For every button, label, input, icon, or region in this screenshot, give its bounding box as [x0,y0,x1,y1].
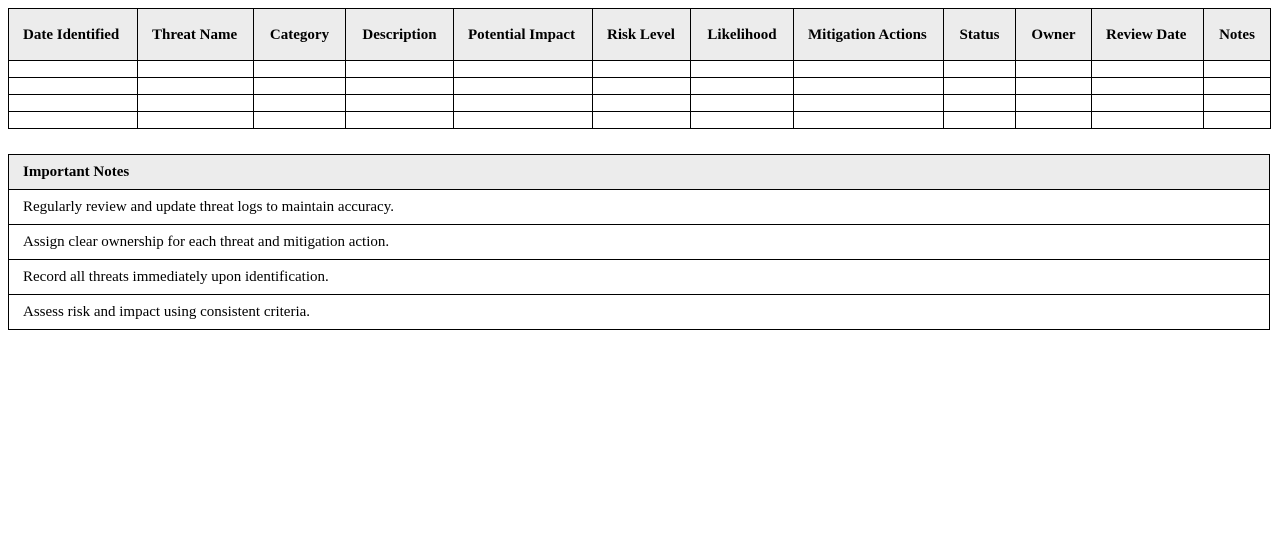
table-cell[interactable] [1204,61,1271,78]
table-row [9,61,1271,78]
table-cell[interactable] [593,61,691,78]
table-cell[interactable] [593,95,691,112]
table-cell[interactable] [1204,112,1271,129]
column-header: Category [254,9,346,61]
column-header: Date Identified [9,9,138,61]
table-row [9,112,1271,129]
notes-body [9,190,1270,330]
table-cell[interactable] [944,95,1016,112]
column-header: Threat Name [138,9,254,61]
table-cell[interactable] [944,112,1016,129]
column-header: Mitigation Actions [794,9,944,61]
table-cell[interactable] [454,95,593,112]
table-cell[interactable] [454,112,593,129]
table-cell[interactable] [1204,95,1271,112]
threat-log-table [8,8,1271,129]
table-cell[interactable] [593,78,691,95]
table-cell[interactable] [691,61,794,78]
note-row [9,225,1270,260]
table-cell[interactable] [1016,112,1092,129]
table-cell[interactable] [1092,61,1204,78]
table-cell[interactable] [346,95,454,112]
table-body [9,61,1271,129]
table-cell[interactable] [454,61,593,78]
table-cell[interactable] [9,95,138,112]
table-cell[interactable] [1092,112,1204,129]
table-cell[interactable] [691,112,794,129]
note-item: Record all threats immediately upon identification. [9,260,1270,295]
table-cell[interactable] [1016,95,1092,112]
table-cell[interactable] [1092,95,1204,112]
table-cell[interactable] [9,61,138,78]
column-header: Potential Impact [454,9,593,61]
table-cell[interactable] [691,95,794,112]
table-cell[interactable] [9,112,138,129]
note-item: Assess risk and impact using consistent criteria. [9,295,1270,330]
table-cell[interactable] [346,61,454,78]
table-cell[interactable] [691,78,794,95]
table-row [9,78,1271,95]
table-cell[interactable] [254,78,346,95]
note-item: Regularly review and update threat logs to maintain accuracy. [9,190,1270,225]
table-cell[interactable] [454,78,593,95]
column-header: Notes [1204,9,1271,61]
table-cell[interactable] [1204,78,1271,95]
notes-header-row [9,155,1270,190]
column-header: Owner [1016,9,1092,61]
table-cell[interactable] [944,61,1016,78]
table-cell[interactable] [138,95,254,112]
table-cell[interactable] [944,78,1016,95]
table-cell[interactable] [346,112,454,129]
column-header: Review Date [1092,9,1204,61]
table-cell[interactable] [794,112,944,129]
table-cell[interactable] [1092,78,1204,95]
table-cell[interactable] [1016,78,1092,95]
table-cell[interactable] [794,95,944,112]
table-header-row [9,9,1271,61]
table-cell[interactable] [593,112,691,129]
important-notes-table [8,154,1270,330]
column-header: Risk Level [593,9,691,61]
column-header: Status [944,9,1016,61]
column-header: Description [346,9,454,61]
table-cell[interactable] [138,78,254,95]
notes-title: Important Notes [9,155,1270,190]
table-cell[interactable] [254,95,346,112]
table-cell[interactable] [346,78,454,95]
note-row [9,260,1270,295]
table-cell[interactable] [254,61,346,78]
table-cell[interactable] [9,78,138,95]
column-header: Likelihood [691,9,794,61]
table-cell[interactable] [138,112,254,129]
table-cell[interactable] [794,61,944,78]
table-cell[interactable] [254,112,346,129]
table-cell[interactable] [138,61,254,78]
table-cell[interactable] [794,78,944,95]
note-item: Assign clear ownership for each threat and mitigation action. [9,225,1270,260]
note-row [9,190,1270,225]
note-row [9,295,1270,330]
table-cell[interactable] [1016,61,1092,78]
table-row [9,95,1271,112]
